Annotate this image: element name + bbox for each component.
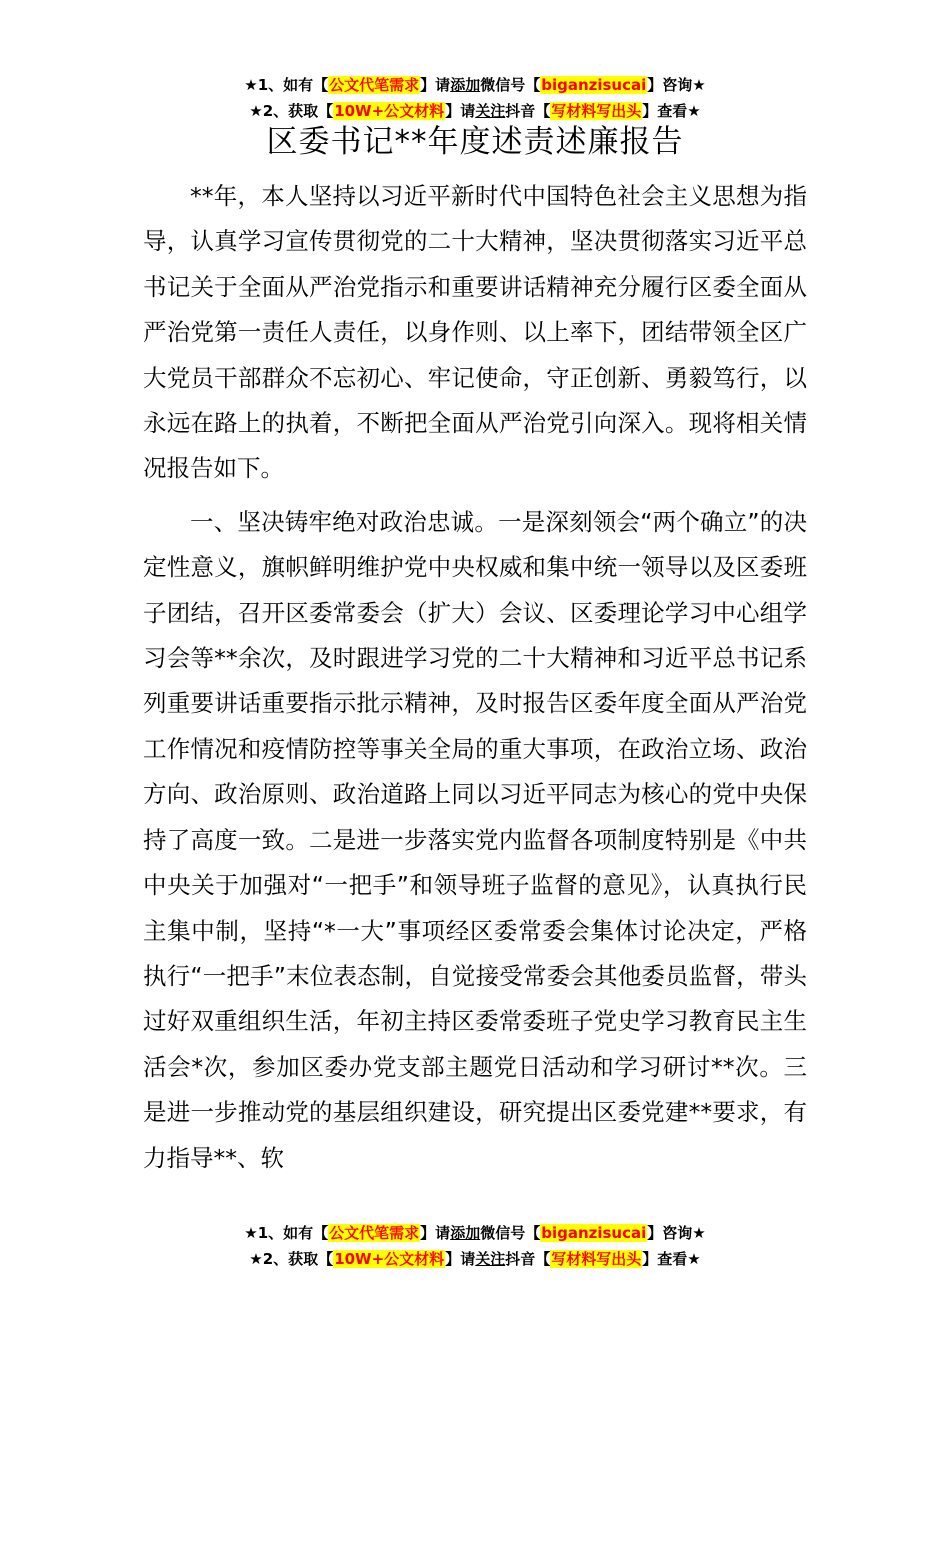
banner-text: ★2、获取【 [249, 102, 334, 120]
banner-text: 微信号【 [480, 76, 541, 94]
document-title: 区委书记**年度述责述廉报告 [266, 124, 684, 160]
banner-text: 】请 [445, 1250, 476, 1268]
banner-text: ★1、如有【 [244, 76, 329, 94]
header-banner [0, 72, 950, 124]
paragraph-intro: **年，本人坚持以习近平新时代中国特色社会主义思想为指导，认真学习宣传贯彻党的二十大精神，坚决贯彻落实习近平总书记关于全面从严治党指示和重要讲话精神充分履行区委全面从严治党第一责任人责任，以身作则、以上率下，团结带领全区广大党员干部群众不忘初心、牢记使命，守正创新、勇毅笃行，以永远在路上的执着，不断把全面从严治党引向深入。现将相关情况报告如下。 [143, 182, 807, 483]
banner-text: 】请 [420, 76, 451, 94]
banner-highlight: 写材料写出头 [551, 1250, 642, 1268]
banner-highlight: 公文代笔需求 [329, 1224, 420, 1242]
banner-text: 】查看★ [642, 1250, 701, 1268]
banner-underline: 关注 [475, 1250, 506, 1268]
banner-line-2 [0, 1246, 950, 1272]
footer-banner [0, 1220, 950, 1272]
banner-underline: 添加 [450, 1224, 481, 1242]
banner-line-1 [0, 1220, 950, 1246]
banner-highlight: biganzisucai [541, 1224, 647, 1242]
paragraph-section-1: 一、坚决铸牢绝对政治忠诚。一是深刻领会“两个确立”的决定性意义，旗帜鲜明维护党中央权威和集中统一领导以及区委班子团结，召开区委常委会（扩大）会议、区委理论学习中心组学习会等**余次，及时跟进学习党的二十大精神和习近平总书记系列重要讲话重要指示批示精神，及时报告区委年度全面从严治党工作情况和疫情防控等事关全局的重大事项，在政治立场、政治方向、政治原则、政治道路上同以习近平同志为核心的党中央保持了高度一致。二是进一步落实党内监督各项制度特别是《中共中央关于加强对“一把手”和领导班子监督的意见》，认真执行民主集中制，坚持“*一大”事项经区委常委会集体讨论决定，严格执行“一把手”末位表态制，自觉接受常委会其他委员监督，带头过好双重组织生活，年初主持区委常委班子党史学习教育民主生活会*次，参加区委办党支部主题党日活动和学习研讨**次。三是进一步推动党的基层组织建设，研究提出区委党建**要求，有力指导**、软 [143, 507, 807, 1172]
banner-highlight: 公文代笔需求 [329, 76, 420, 94]
banner-text: 】请 [420, 1224, 451, 1242]
banner-text: ★1、如有【 [244, 1224, 329, 1242]
banner-text: 】咨询★ [647, 76, 706, 94]
banner-highlight: 写材料写出头 [551, 102, 642, 120]
banner-text: ★2、获取【 [249, 1250, 334, 1268]
banner-text: 】咨询★ [647, 1224, 706, 1242]
banner-line-1 [0, 72, 950, 98]
banner-underline: 添加 [450, 76, 481, 94]
banner-text: 】查看★ [642, 102, 701, 120]
banner-highlight: 10W+公文材料 [334, 102, 445, 120]
banner-text: 微信号【 [480, 1224, 541, 1242]
banner-highlight: 10W+公文材料 [334, 1250, 445, 1268]
banner-text: 抖音【 [505, 1250, 551, 1268]
banner-highlight: biganzisucai [541, 76, 647, 94]
banner-underline: 关注 [475, 102, 506, 120]
paragraph-clip [143, 500, 807, 1545]
banner-text: 】请 [445, 102, 476, 120]
document-body [143, 174, 807, 1545]
banner-text: 抖音【 [505, 102, 551, 120]
